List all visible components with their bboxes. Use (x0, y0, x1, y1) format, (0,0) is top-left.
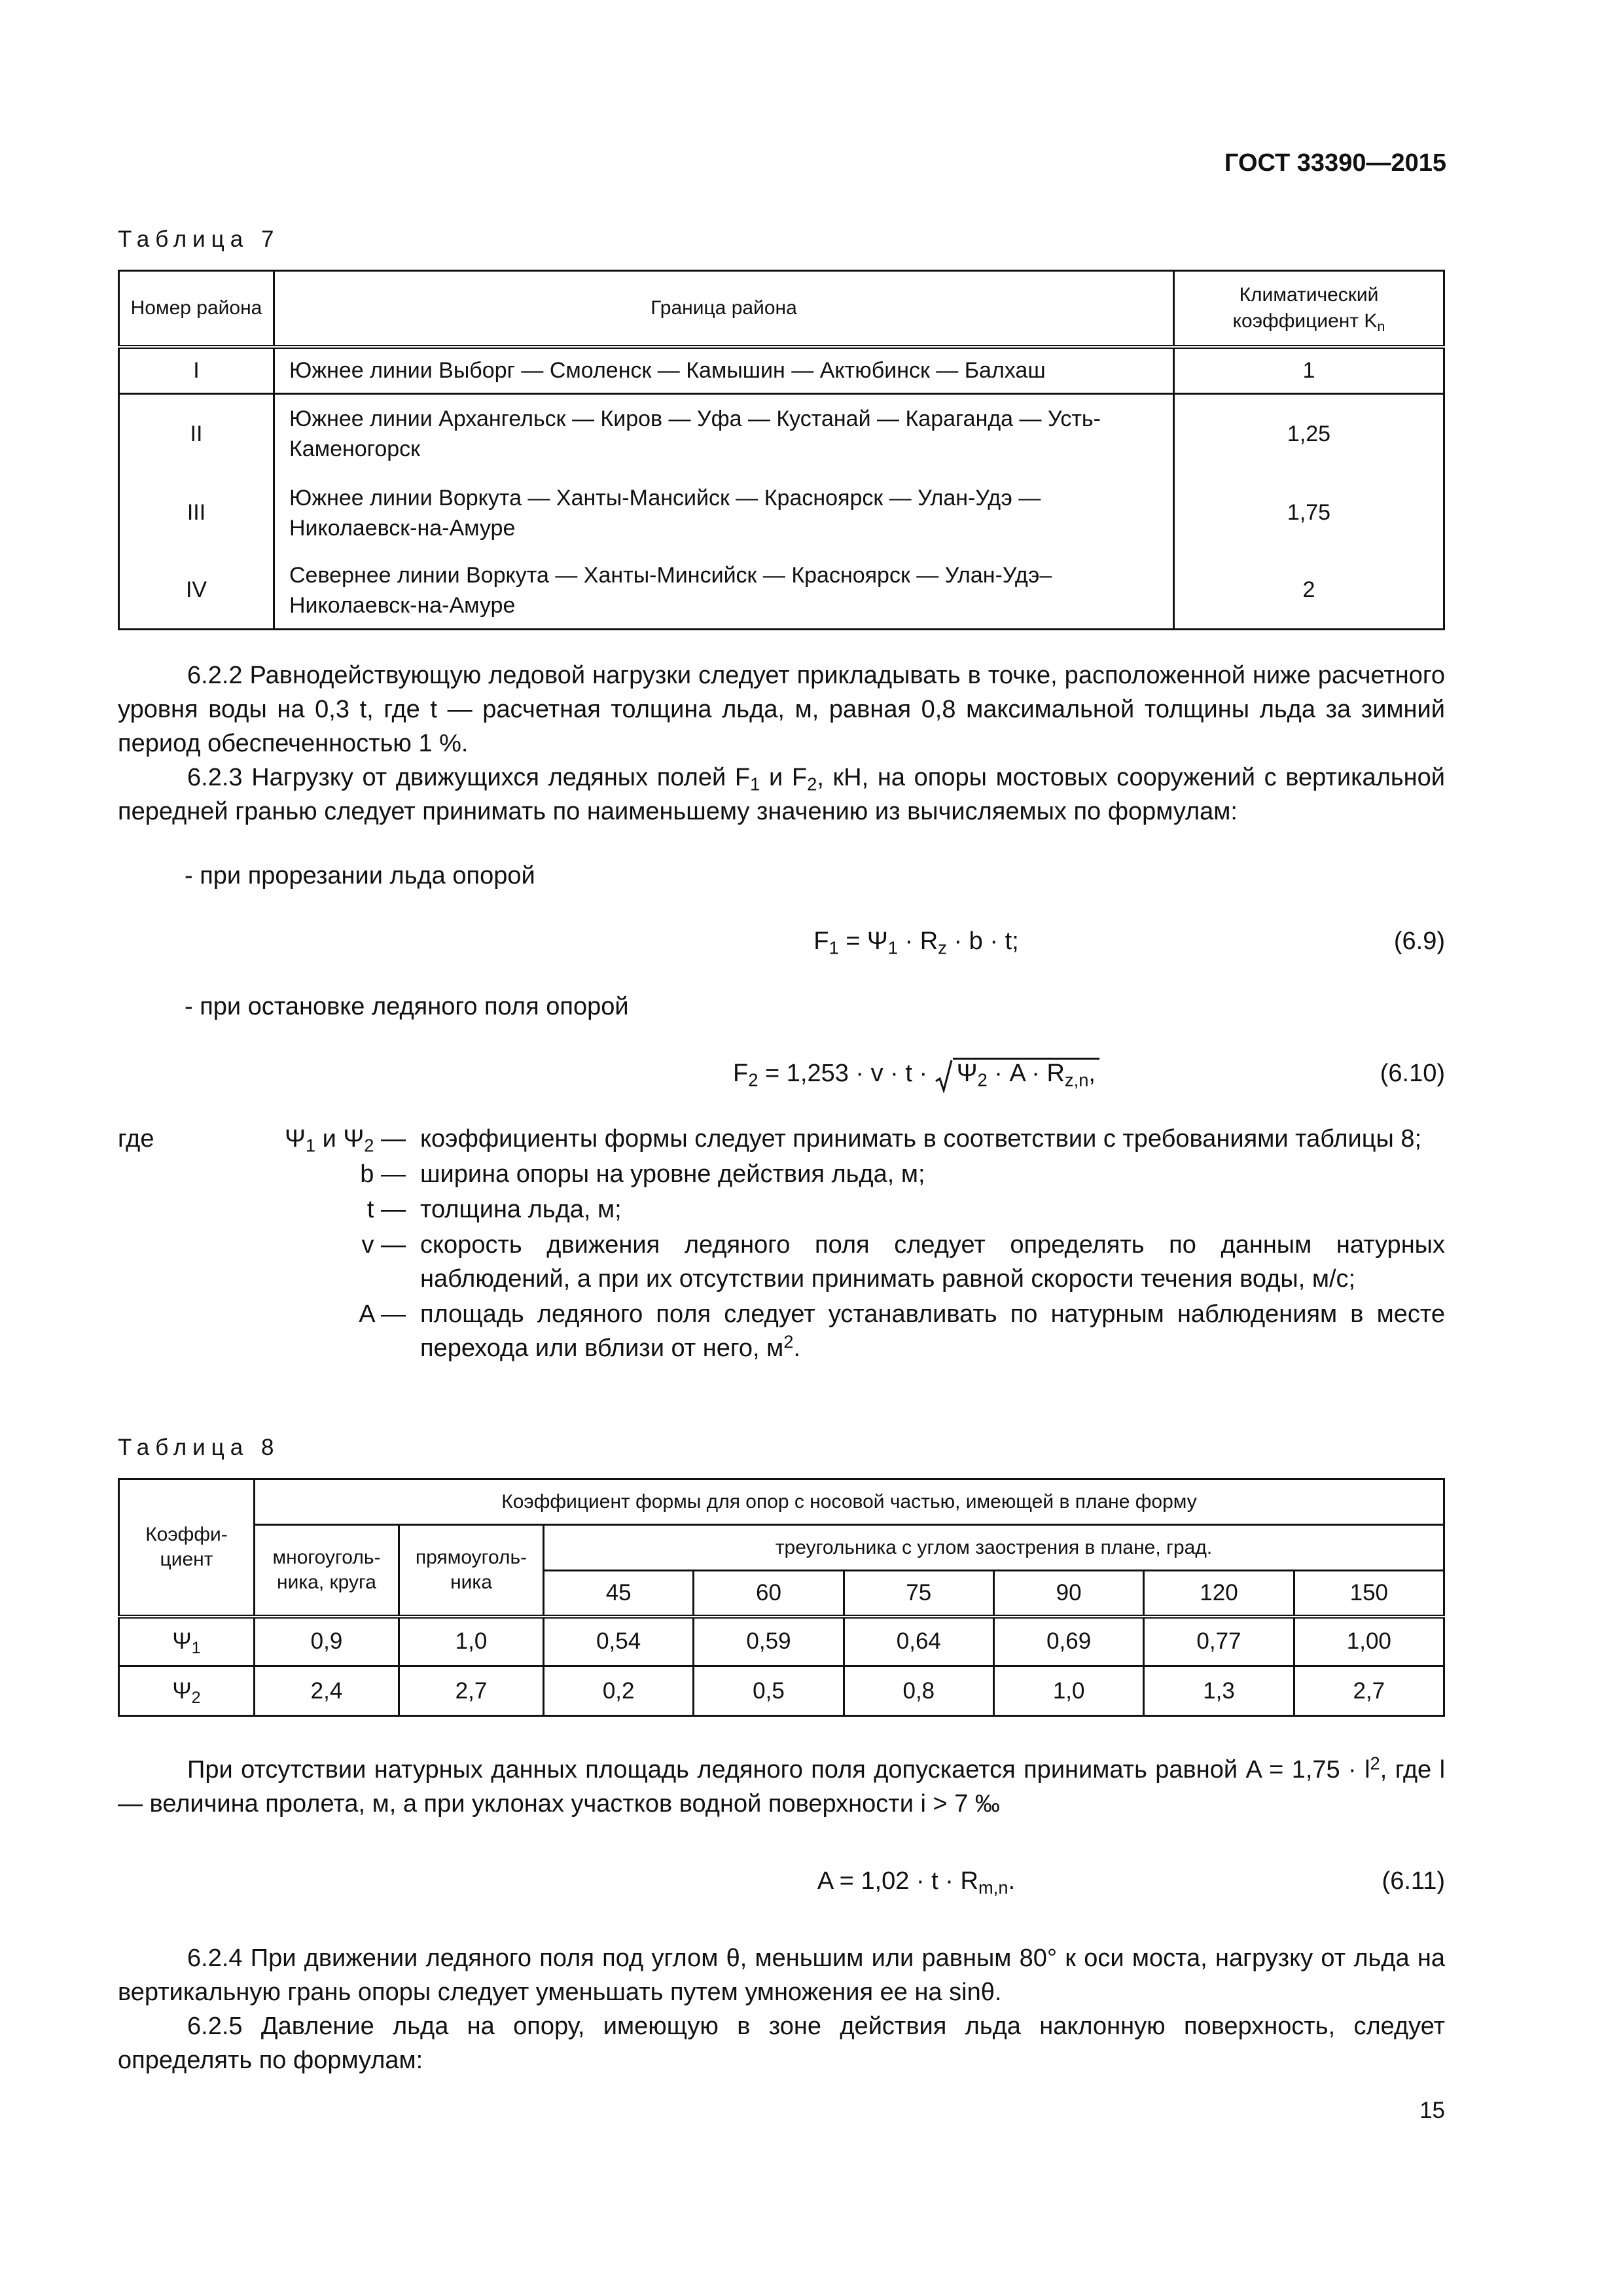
definition-t: t — толщина льда, м; (118, 1193, 1445, 1227)
table8-header-polygon: многоуголь-ника, круга (255, 1525, 399, 1617)
paragraph-6-2-3: 6.2.3 Нагрузку от движущихся ледяных полей $F_1$ и $F_2$, кН, на опоры мостовых сооружений с вертикальной передней гранью следует принимать по наименьшему значению из вычисляемых по формулам: (118, 764, 1446, 825)
definition-value: коэффициенты формы следует принимать в соответствии с требованиями таблицы 8; (420, 1125, 1422, 1153)
list-item-stopping: - при остановке ледяного поля опорой (185, 993, 629, 1020)
table-cell: 0,69 (993, 1617, 1143, 1666)
table-cell: 0,2 (544, 1666, 694, 1716)
table-cell: I (119, 347, 274, 394)
table8-angle: 90 (993, 1571, 1143, 1617)
table7-header-border: Граница района (274, 271, 1174, 347)
definition-value: толщина льда, м; (420, 1196, 622, 1223)
definition-key: t (366, 1196, 374, 1223)
sqrt-sign: $\Psi_2 \cdot A \cdot R_{z,n}$, (935, 1056, 1099, 1090)
table-cell: Южнее линии Выборг — Смоленск — Камышин — Актюбинск — Балхаш (274, 347, 1174, 394)
table-cell: 1,0 (399, 1617, 544, 1666)
paragraph-area: При отсутствии натурных данных площадь ледяного поля допускается принимать равной $A = 1,75 \cdot l^2$, где l — величина пролета, м, а при уклонах участков водной поверхности i > 7 ‰ (118, 1753, 1446, 1818)
list-item-cutting: - при прорезании льда опорой (185, 862, 535, 889)
table7-header-coef: Климатический коэффициент $K_n$ (1174, 271, 1444, 347)
definition-key: b (360, 1160, 374, 1188)
table-cell: Южнее линии Архангельск — Киров — Уфа — Кустанай — Караганда — Усть-Каменогорск (274, 394, 1174, 474)
table-cell: 2,4 (255, 1666, 399, 1716)
table-cell: II (119, 394, 274, 474)
table8-span-header: Коэффициент формы для опор с носовой частью, имеющей в плане форму (255, 1479, 1444, 1525)
definition-value: площадь ледяного поля следует устанавливать по натурным наблюдениям в месте перехода или вблизи от него, м (420, 1300, 1445, 1362)
table-cell: III (119, 474, 274, 552)
page-number: 15 (1419, 2098, 1445, 2123)
paragraph-6-2-2: 6.2.2 Равнодействующую ледовой нагрузки следует прикладывать в точке, расположенной ниже расчетного уровня воды на 0,3 t, где t — расчетная толщина льда, м, равная 0,8 максимальной толщины льда за зимний период обеспеченностью 1 %. (118, 662, 1445, 757)
table-cell: 1,0 (993, 1666, 1143, 1716)
table7-header-number: Номер района (119, 271, 274, 347)
definition-value: ширина опоры на уровне действия льда, м; (420, 1160, 925, 1188)
table-cell: Севернее линии Воркута — Ханты-Минсийск — Красноярск — Улан-Удэ–Николаевск-на-Амуре (274, 552, 1174, 630)
table-cell: 1,75 (1174, 474, 1444, 552)
definition-key: A (359, 1300, 374, 1328)
table-cell: 2 (1174, 552, 1444, 630)
paragraph-6-2-5: 6.2.5 Давление льда на опору, имеющую в зоне действия льда наклонную поверхность, следует определять по формулам: (118, 2013, 1445, 2074)
table-cell: 0,77 (1144, 1617, 1294, 1666)
table-cell: 0,5 (694, 1666, 844, 1716)
formula-number-6-10: (6.10) (1380, 1060, 1445, 1087)
paragraph-6-2-4: 6.2.4 При движении ледяного поля под углом θ, меньшим или равным 80° к оси моста, нагрузку от льда на вертикальную грань опоры следует уменьшать путем умножения ее на sinθ. (118, 1945, 1445, 2006)
table8-header-triangle: треугольника с углом заострения в плане, град. (544, 1525, 1444, 1571)
table8-header-rectangle: прямоуголь-ника (399, 1525, 544, 1617)
table-cell: 0,9 (255, 1617, 399, 1666)
table8-angle: 120 (1144, 1571, 1294, 1617)
table8-angle: 45 (544, 1571, 694, 1617)
definition-v: v — скорость движения ледяного поля следует определять по данным натурных наблюдений, а при их отсутствии принимать равной скорости течения воды, м/с; (118, 1228, 1445, 1296)
table-cell: 1 (1174, 347, 1444, 394)
table-cell: 1,3 (1144, 1666, 1294, 1716)
table-cell: 2,7 (1294, 1666, 1444, 1716)
table-cell: 1,00 (1294, 1617, 1444, 1666)
formula-number-6-9: (6.9) (1393, 927, 1445, 955)
table8-header-coef: Коэффи-циент (119, 1479, 255, 1617)
table8-caption: Таблица 8 (118, 1435, 280, 1460)
table8-angle: 75 (844, 1571, 993, 1617)
definition-b: b — ширина опоры на уровне действия льда, м; (118, 1157, 1445, 1191)
table8-row-label: $\Psi_1$ (119, 1617, 255, 1666)
table8-row-label: $\Psi_2$ (119, 1666, 255, 1716)
formula-number-6-11: (6.11) (1382, 1867, 1445, 1895)
table-cell: 0,54 (544, 1617, 694, 1666)
table-cell: IV (119, 552, 274, 630)
table-cell: 1,25 (1174, 394, 1444, 474)
table-cell: 2,7 (399, 1666, 544, 1716)
definition-psi (118, 1122, 1445, 1156)
table8 (118, 1478, 1445, 1717)
table-cell: 0,64 (844, 1617, 993, 1666)
table8-angle: 150 (1294, 1571, 1444, 1617)
table-cell: 0,8 (844, 1666, 993, 1716)
definition-key: $\Psi_1$ и $\Psi_2$ — (285, 1125, 406, 1156)
table7-caption: Таблица 7 (118, 226, 280, 252)
document-code: ГОСТ 33390—2015 (1224, 149, 1446, 177)
table8-angle: 60 (694, 1571, 844, 1617)
table-cell: Южнее линии Воркута — Ханты-Мансийск — Красноярск — Улан-Удэ — Николаевск-на-Амуре (274, 474, 1174, 552)
formula-6-9: $F_1 = \Psi_1 \cdot R_z \cdot b \cdot t$; (813, 927, 1019, 958)
definition-value: скорость движения ледяного поля следует определять по данным натурных наблюдений, а при их отсутствии принимать равной скорости течения воды, м/с; (420, 1231, 1445, 1293)
definition-a: A — площадь ледяного поля следует устанавливать по натурным наблюдениям в месте перехода или вблизи от него, $м^2$. (359, 1300, 1445, 1362)
definition-key: v (361, 1231, 374, 1259)
formula-6-10: $F_2 = 1,253 \cdot v \cdot t$ · $\Psi_2 \cdot A \cdot R_{z,n}$, (589, 1056, 1243, 1090)
table7 (118, 270, 1445, 630)
where-label: где (118, 1125, 154, 1153)
formula-6-11: $A = 1,02 \cdot t \cdot R_{m,n}$. (817, 1867, 1016, 1898)
table-cell: 0,59 (694, 1617, 844, 1666)
